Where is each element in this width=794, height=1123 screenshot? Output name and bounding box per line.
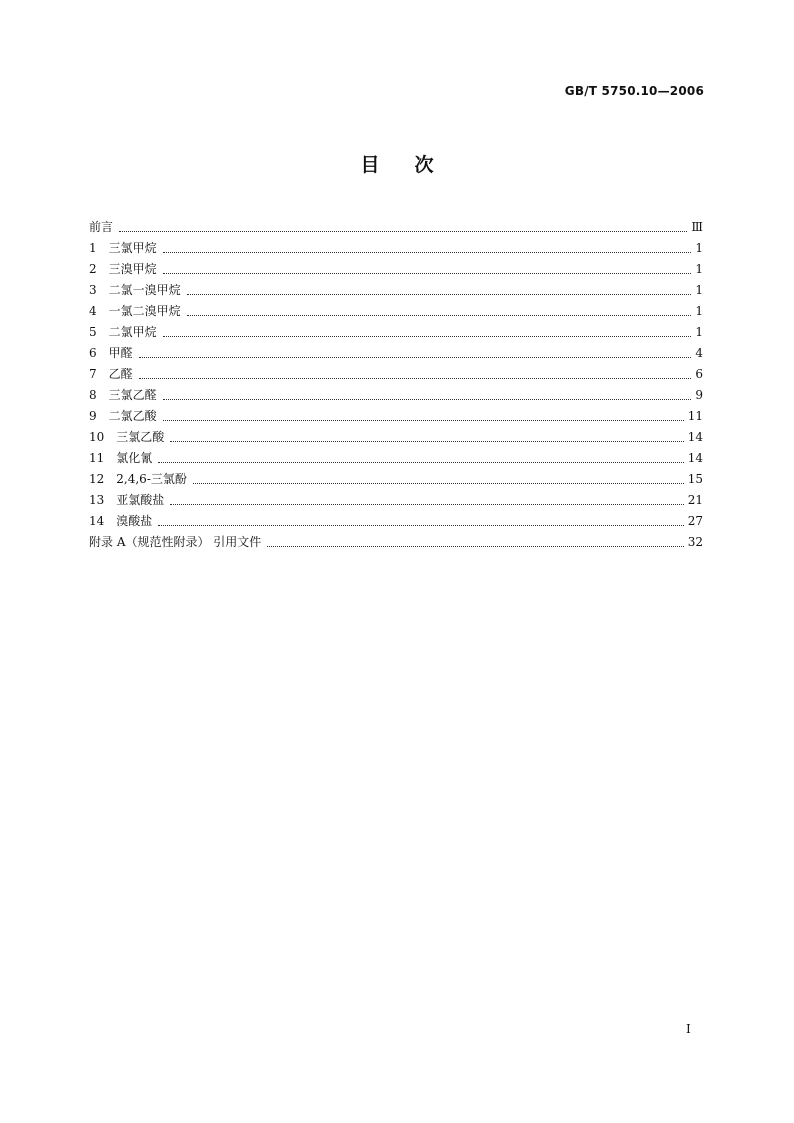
toc-leader-dots — [170, 503, 683, 505]
toc-leader-dots — [163, 251, 692, 253]
toc-entry-number: 12 — [89, 472, 105, 486]
toc-entry-label: 9 二氯乙酸 — [89, 409, 157, 423]
toc-entry-number: 10 — [89, 430, 105, 444]
toc-entry-label: 2 三溴甲烷 — [89, 262, 157, 276]
toc-entry-page: 6 — [695, 367, 703, 381]
toc-entry-12[interactable] — [89, 469, 703, 490]
toc-entry-page: 14 — [687, 430, 703, 444]
toc-leader-dots — [163, 419, 684, 421]
toc-entry-label: 13 亚氯酸盐 — [89, 493, 165, 507]
toc-entry-page: 4 — [695, 346, 703, 360]
toc-entry-label: 4 一氯二溴甲烷 — [89, 304, 181, 318]
toc-entry-label: 附录 A（规范性附录） 引用文件 — [89, 535, 262, 549]
toc-entry-2[interactable] — [89, 259, 703, 280]
toc-entry-foreword[interactable] — [89, 217, 703, 238]
toc-entry-number: 9 — [89, 409, 97, 423]
toc-entry-number: 14 — [89, 514, 105, 528]
toc-entry-label: 11 氯化氰 — [89, 451, 153, 465]
toc-leader-dots — [267, 545, 683, 547]
toc-entry-page: 1 — [695, 283, 703, 297]
toc-entry-3[interactable] — [89, 280, 703, 301]
toc-entry-number: 1 — [89, 241, 97, 255]
toc-entry-label: 3 二氯一溴甲烷 — [89, 283, 181, 297]
toc-entry-page: 11 — [687, 409, 703, 423]
toc-entry-page: 1 — [695, 241, 703, 255]
toc-entry-9[interactable] — [89, 406, 703, 427]
toc-leader-dots — [139, 377, 692, 379]
standard-code: GB/T 5750.10—2006 — [564, 84, 704, 98]
toc-entry-page: 1 — [695, 304, 703, 318]
toc-entry-page: 21 — [687, 493, 703, 507]
toc-entry-number: 5 — [89, 325, 97, 339]
toc-leader-dots — [193, 482, 684, 484]
toc-entry-label: 1 三氯甲烷 — [89, 241, 157, 255]
toc-entry-number: 8 — [89, 388, 97, 402]
toc-entry-label: 10 三氯乙酸 — [89, 430, 165, 444]
toc-entry-page: 27 — [687, 514, 703, 528]
toc-entry-label: 6 甲醛 — [89, 346, 133, 360]
toc-entry-11[interactable] — [89, 448, 703, 469]
toc-entry-13[interactable] — [89, 490, 703, 511]
toc-entry-4[interactable] — [89, 301, 703, 322]
toc-entry-6[interactable] — [89, 343, 703, 364]
toc-leader-dots — [187, 293, 692, 295]
toc-entry-page: 1 — [695, 325, 703, 339]
toc-entry-number: 6 — [89, 346, 97, 360]
toc-entry-page: 15 — [687, 472, 703, 486]
toc-entry-5[interactable] — [89, 322, 703, 343]
toc-entry-page: 9 — [695, 388, 703, 402]
page-title: 目次 — [360, 154, 469, 176]
toc-leader-dots — [170, 440, 683, 442]
toc-leader-dots — [163, 272, 692, 274]
toc-entry-number: 13 — [89, 493, 105, 507]
toc-entry-label: 8 三氯乙醛 — [89, 388, 157, 402]
toc-entry-7[interactable] — [89, 364, 703, 385]
toc-entry-page: 1 — [695, 262, 703, 276]
toc-leader-dots — [163, 335, 692, 337]
toc-entry-label: 12 2,4,6-三氯酚 — [89, 472, 187, 486]
toc-leader-dots — [119, 230, 687, 232]
toc-leader-dots — [158, 461, 683, 463]
toc-entry-page: Ⅲ — [691, 220, 703, 234]
toc-entry-number: 3 — [89, 283, 97, 297]
toc-entry-page: 14 — [687, 451, 703, 465]
toc-entry-label: 5 二氯甲烷 — [89, 325, 157, 339]
toc-entry-label: 前言 — [89, 220, 114, 234]
toc-entry-label: 7 乙醛 — [89, 367, 133, 381]
toc-entry-number: 4 — [89, 304, 97, 318]
toc-entry-8[interactable] — [89, 385, 703, 406]
page-number: I — [686, 1022, 691, 1036]
toc-leader-dots — [163, 398, 692, 400]
toc-entry-number: 2 — [89, 262, 97, 276]
toc-entry-number: 11 — [89, 451, 105, 465]
toc-entry-page: 32 — [687, 535, 703, 549]
toc-entry-number: 7 — [89, 367, 97, 381]
toc-leader-dots — [139, 356, 692, 358]
toc-leader-dots — [187, 314, 692, 316]
toc-entry-14[interactable] — [89, 511, 703, 532]
toc-entry-label: 14 溴酸盐 — [89, 514, 153, 528]
table-of-contents — [89, 217, 703, 553]
toc-leader-dots — [158, 524, 683, 526]
toc-entry-10[interactable] — [89, 427, 703, 448]
toc-entry-1[interactable] — [89, 238, 703, 259]
toc-entry-appendix-a[interactable] — [89, 532, 703, 553]
